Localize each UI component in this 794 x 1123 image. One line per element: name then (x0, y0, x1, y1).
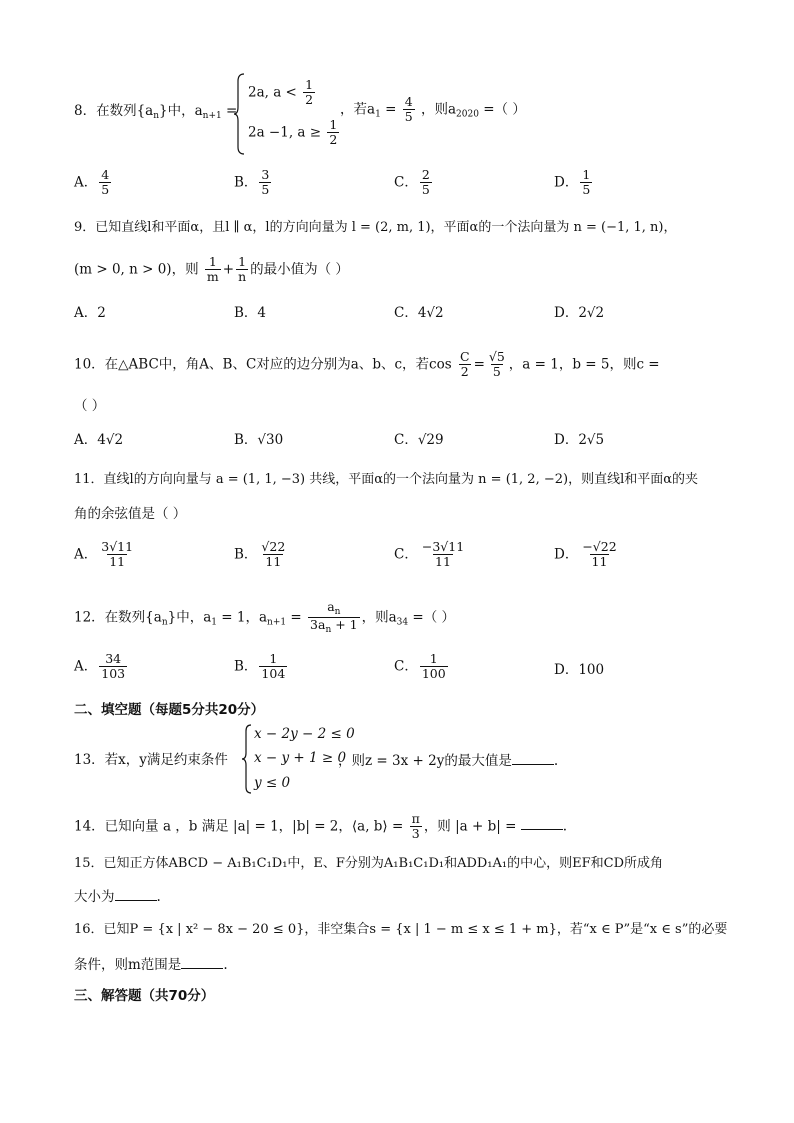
piece-2: 2a −1, a ≥ $\frac{1}{2}$ (248, 117, 338, 148)
q12-stem: 12．在数列$\{a_n\}$中，$a_1 = 1$，$a_{n+1}$ = $\frac{a_n}{3a_n + 1}$ ，则$a_{34}$ =（ ） (74, 599, 456, 636)
q9-option-c: C．4√2 (394, 305, 444, 321)
section-2-heading: 二、填空题（每题5分共20分） (74, 702, 265, 718)
q10-option-c: C．√29 (394, 432, 444, 448)
q9-option-a: A．2 (74, 305, 106, 321)
q13-prefix: 13．若x，y满足约束条件 (74, 752, 228, 768)
q9-line-1: 9．已知直线l和平面α，且l ∥ α，l的方向向量为 l = (2, m, 1)，平面α的一个法向量为 n = (−1, 1, n)， (74, 220, 677, 235)
q8-option-d: D． $\frac{1}{5}$ (554, 167, 591, 198)
q8-condition: ，若$a_1$ = $\frac{4}{5}$ ，则$a_{2020}$ =（ ） (340, 94, 526, 125)
section-3-heading: 三、解答题（共70分） (74, 988, 215, 1004)
q10-option-b: B．√30 (234, 432, 284, 448)
q11-option-b: B． $\frac{√22}{11}$ (234, 539, 286, 570)
q10-option-a: A．4√2 (74, 432, 124, 448)
q12-option-b: B． $\frac{1}{104}$ (234, 651, 286, 682)
q10-line-1: 10．在△ABC中，角A、B、C对应的边分别为a、b、c，若cos $\frac{C}{2}$ = $\frac{√5}{5}$ ，a = 1，b = 5，则c = (74, 349, 660, 380)
q11-option-d: D． $\frac{-√22}{11}$ (554, 539, 617, 570)
q9-line-2: (m > 0, n > 0)，则 $\frac{1}{m}$ + $\frac{1}{n}$ 的最小值为（ ） (74, 254, 349, 285)
q11-line-2: 角的余弦值是（ ） (74, 506, 187, 522)
q9-option-d: D．2√2 (554, 305, 605, 321)
q10-option-d: D．2√5 (554, 432, 605, 448)
q15-line-2: 大小为 . (74, 889, 161, 905)
q13-suffix: ，则z = 3x + 2y的最大值是 . (338, 753, 559, 769)
piece-1: 2a, a < $\frac{1}{2}$ (248, 77, 314, 108)
q11-option-c: C． $\frac{-3√11}{11}$ (394, 539, 465, 570)
q12-option-c: C． $\frac{1}{100}$ (394, 651, 446, 682)
q9-option-b: B．4 (234, 305, 267, 321)
constraint-brace (242, 724, 252, 794)
answer-blank[interactable] (115, 888, 157, 901)
answer-blank[interactable] (521, 817, 563, 830)
q12-option-d: D．100 (554, 662, 605, 678)
constraint-3: y ≤ 0 (254, 775, 291, 791)
q8-option-b: B． $\frac{3}{5}$ (234, 167, 270, 198)
q12-option-a: A． $\frac{34}{103}$ (74, 651, 126, 682)
q10-line-2: （ ） (74, 398, 106, 414)
q11-option-a: A． $\frac{3√11}{11}$ (74, 539, 134, 570)
q8-stem: 8．在数列$\{a_n\}$中，$a_{n+1}$ = (74, 103, 238, 121)
question-14: 14．已知向量 a ，b 满足 |a| = 1，|b| = 2，⟨a, b⟩ = $\frac{\pi}{3}$ ，则 |a + b| = . (74, 811, 567, 842)
q11-line-1: 11．直线l的方向向量与 a = (1, 1, −3) 共线，平面α的一个法向量为 n = (1, 2, −2)，则直线l和平面α的夹 (74, 472, 699, 487)
q15-line-1: 15．已知正方体ABCD − A₁B₁C₁D₁中，E、F分别为A₁B₁C₁D₁和ADD₁A₁的中心，则EF和CD所成角 (74, 856, 663, 871)
q8-option-c: C． $\frac{2}{5}$ (394, 167, 430, 198)
constraint-2: x − y + 1 ≥ 0 (254, 750, 347, 766)
answer-blank[interactable] (512, 752, 554, 765)
answer-blank[interactable] (181, 956, 223, 969)
q8-option-a: A． $\frac{4}{5}$ (74, 167, 110, 198)
q16-line-1: 16．已知P = {x | x² − 8x − 20 ≤ 0}，非空集合s = {x | 1 − m ≤ x ≤ 1 + m}，若“x ∈ P”是“x ∈ s”的必要 (74, 922, 728, 937)
constraint-1: x − 2y − 2 ≤ 0 (254, 726, 355, 742)
q16-line-2: 条件，则m范围是 . (74, 957, 228, 973)
